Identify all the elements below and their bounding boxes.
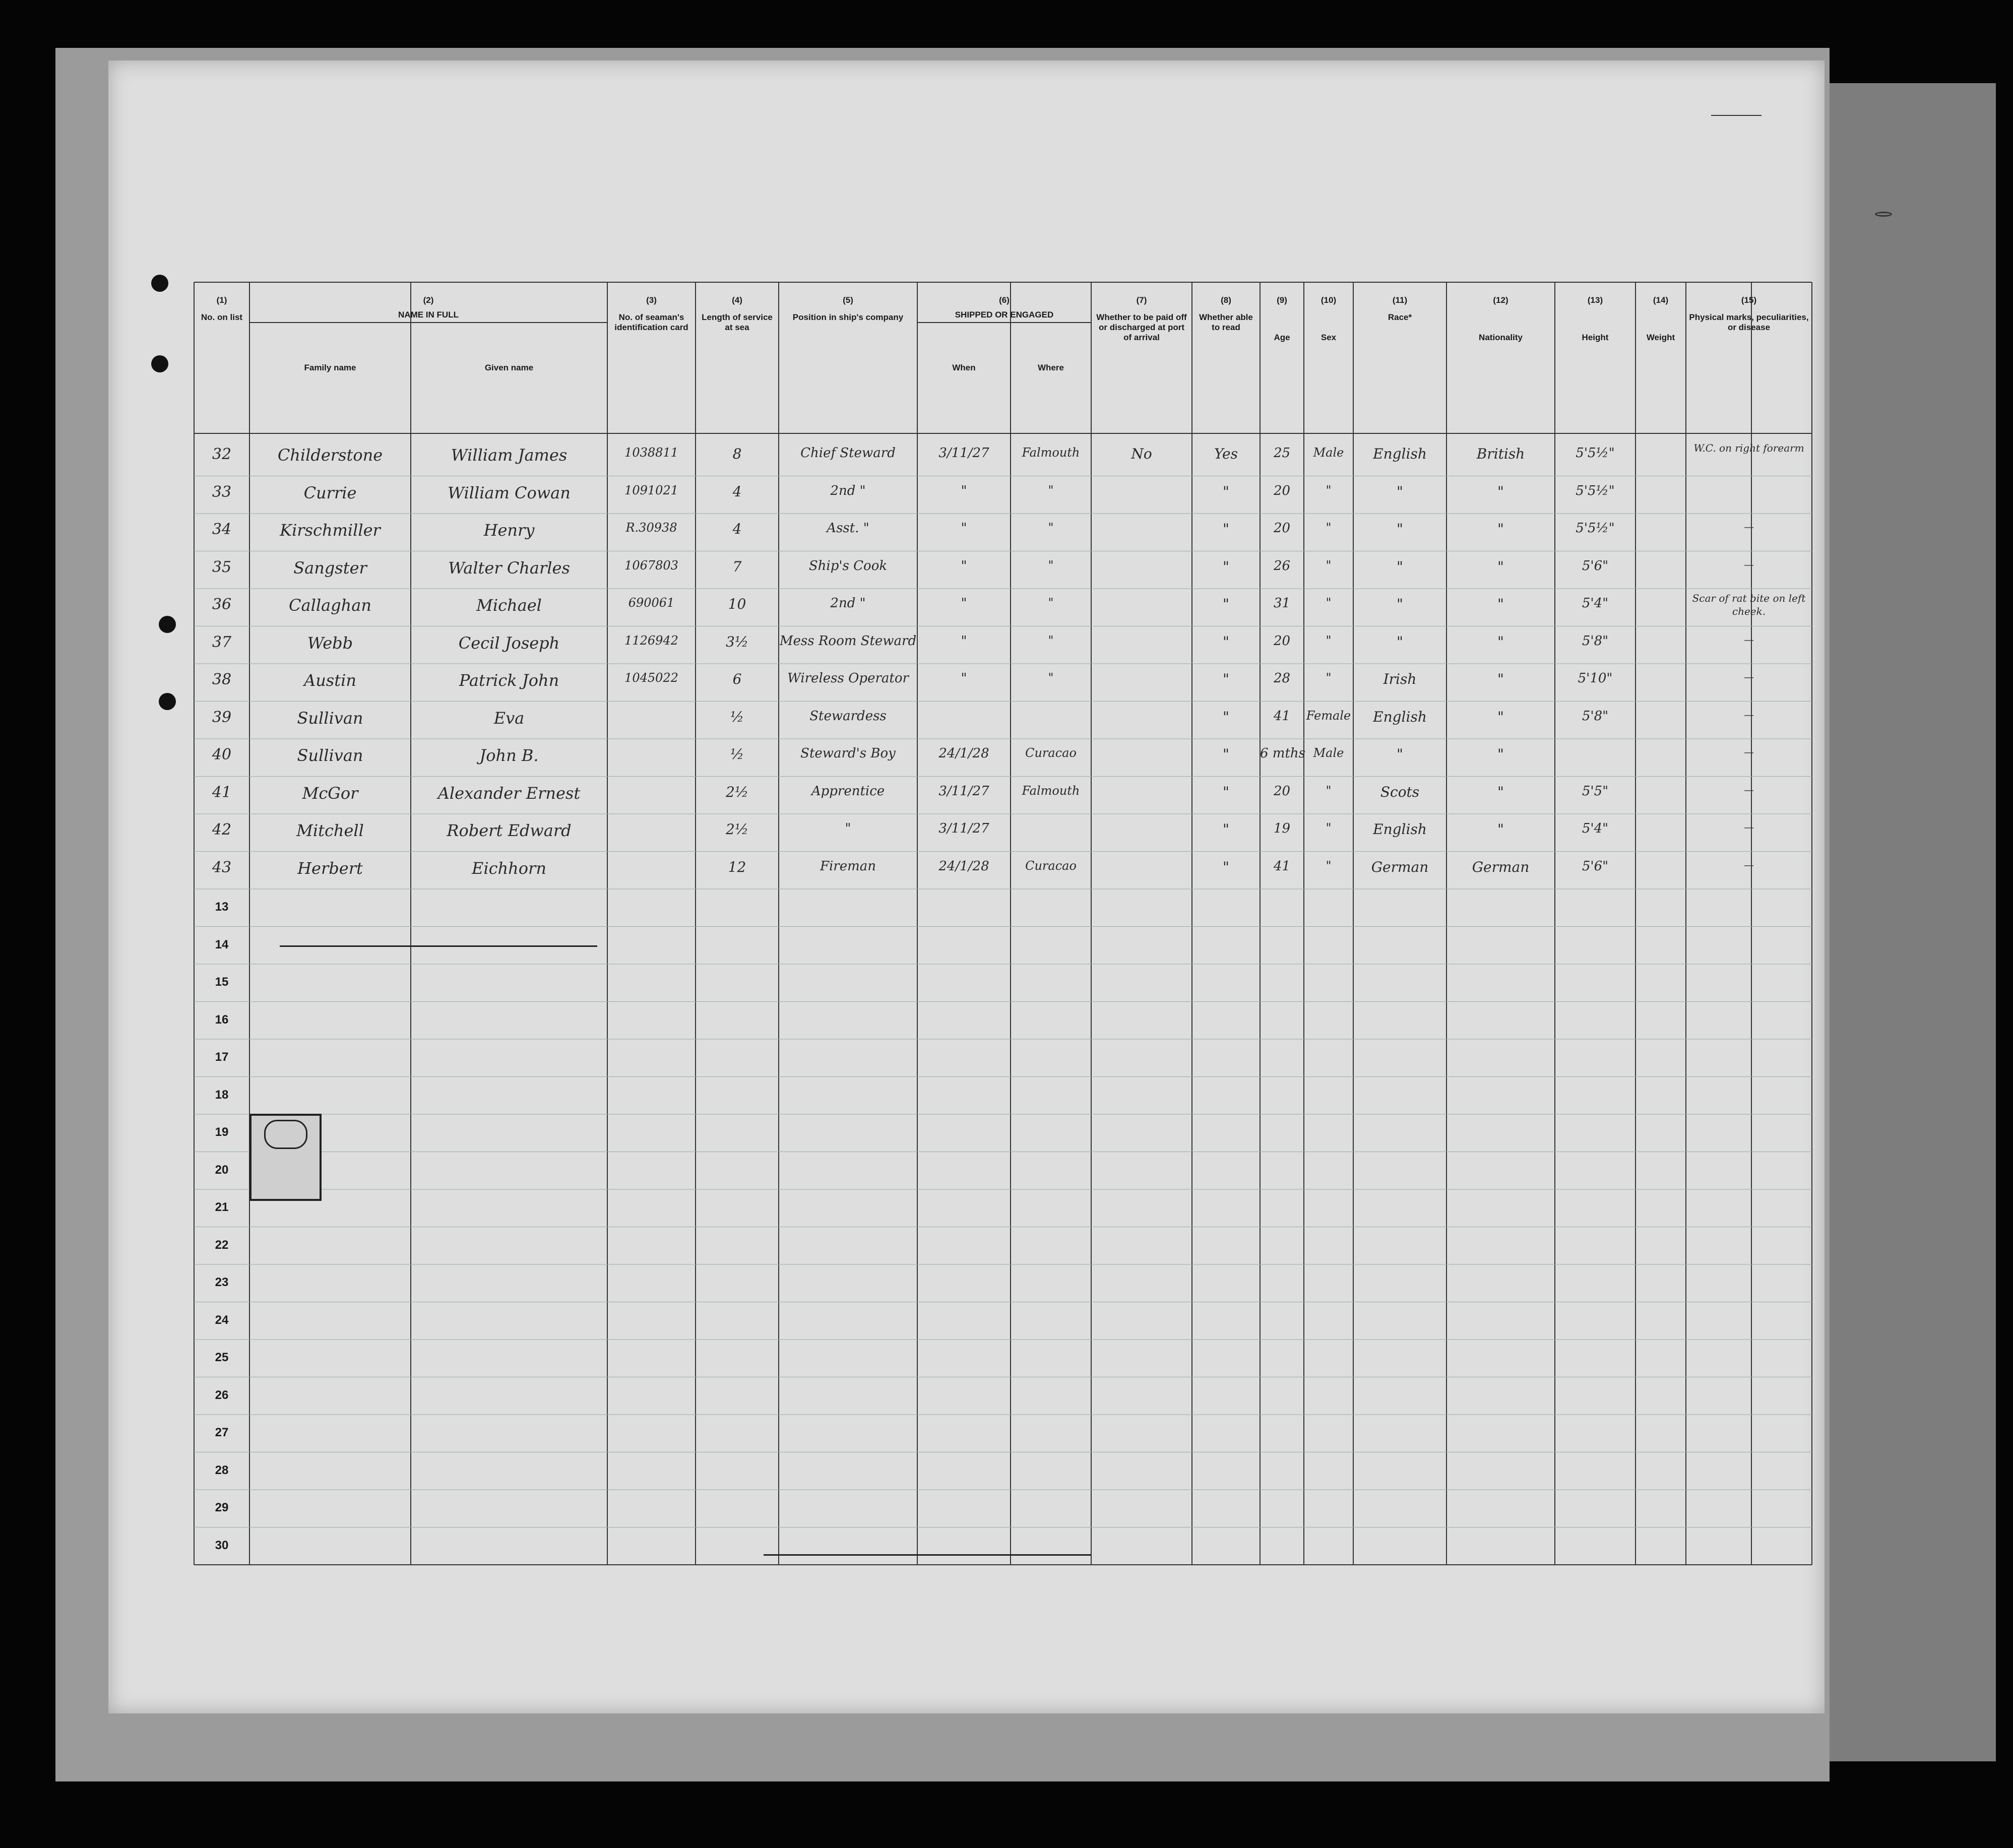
- cell-sex: ": [1326, 483, 1332, 497]
- row-number: 30: [215, 1538, 229, 1552]
- cell-service: ½: [730, 746, 744, 762]
- cell-service: 4: [732, 521, 742, 537]
- row-number: 42: [212, 821, 232, 839]
- cell-height: 5'6": [1582, 558, 1609, 573]
- column-header-given-name: Given name: [484, 363, 534, 372]
- cell-race: German: [1371, 858, 1429, 875]
- cell-height: 5'5½": [1576, 445, 1615, 461]
- cell-nationality: ": [1497, 746, 1504, 762]
- cell-read: ": [1223, 596, 1229, 612]
- cell-marks: —: [1744, 821, 1754, 833]
- cell-read: ": [1223, 558, 1229, 575]
- cell-position: Asst. ": [827, 521, 869, 536]
- cell-when: ": [961, 521, 967, 536]
- cell-race: English: [1373, 821, 1427, 838]
- cell-service: 4: [732, 483, 742, 500]
- cell-given: Alexander Ernest: [437, 783, 581, 803]
- underlying-sheet-edge: [1830, 83, 1996, 1761]
- cell-marks: —: [1744, 671, 1754, 683]
- column-number-c6: (6): [999, 295, 1010, 305]
- cell-given: Henry: [483, 521, 535, 540]
- cell-read: ": [1223, 783, 1229, 800]
- cell-service: 2½: [726, 821, 748, 838]
- cell-read: ": [1223, 483, 1229, 500]
- circled-mark: [1875, 212, 1892, 217]
- cell-race: English: [1373, 445, 1427, 462]
- cell-race: ": [1397, 633, 1403, 650]
- cell-family: Mitchell: [296, 821, 364, 840]
- cell-card: 1067803: [624, 558, 678, 572]
- binding-hole: [151, 275, 168, 292]
- column-header-c9: Age: [1274, 333, 1290, 342]
- cell-sex: Male: [1313, 445, 1344, 460]
- cell-family: McGor: [302, 783, 358, 803]
- column-header-c6: SHIPPED OR ENGAGED: [955, 310, 1054, 320]
- row-number: 36: [212, 596, 232, 613]
- cell-height: 5'10": [1578, 671, 1613, 686]
- cell-nationality: German: [1472, 858, 1530, 875]
- column-number-c7: (7): [1136, 295, 1147, 305]
- column-header-c13: Height: [1582, 333, 1609, 342]
- column-header-c1: No. on list: [201, 312, 243, 322]
- cell-sex: ": [1326, 521, 1332, 535]
- column-header-where: Where: [1038, 363, 1064, 372]
- row-number: 43: [212, 858, 232, 876]
- column-header-c3: No. of seaman's identification card: [614, 312, 688, 332]
- cell-given: Eva: [493, 708, 525, 728]
- cell-sex: Female: [1306, 708, 1351, 723]
- column-header-family-name: Family name: [304, 363, 356, 372]
- row-number: 17: [215, 1050, 229, 1064]
- cell-height: 5'5½": [1576, 521, 1615, 536]
- row-number: 39: [212, 708, 232, 726]
- cell-given: Walter Charles: [448, 558, 570, 578]
- cell-service: 7: [732, 558, 742, 575]
- cell-nationality: ": [1497, 558, 1504, 575]
- fee-stamp: [249, 1114, 322, 1201]
- binding-hole: [159, 616, 176, 633]
- row-number: 35: [212, 558, 232, 576]
- cell-service: 12: [728, 858, 746, 875]
- cell-height: 5'4": [1582, 596, 1609, 611]
- cell-marks: —: [1744, 708, 1754, 721]
- cell-given: Cecil Joseph: [458, 633, 560, 653]
- cell-height: 5'6": [1582, 858, 1609, 874]
- row-number: 14: [215, 937, 229, 951]
- cell-family: Currie: [303, 483, 357, 502]
- cell-position: Fireman: [820, 858, 876, 874]
- column-header-c12: Nationality: [1479, 333, 1523, 342]
- column-header-c10: Sex: [1320, 333, 1337, 342]
- cell-marks: —: [1744, 858, 1754, 871]
- cell-race: ": [1397, 521, 1403, 537]
- cell-height: 5'4": [1582, 821, 1609, 836]
- row-number: 22: [215, 1238, 229, 1252]
- cell-marks: —: [1744, 746, 1754, 758]
- cell-card: 1038811: [624, 445, 678, 460]
- row-number: 20: [215, 1163, 229, 1177]
- cell-sex: ": [1326, 671, 1332, 685]
- cell-age: 28: [1273, 671, 1291, 686]
- cell-sex: ": [1326, 858, 1332, 873]
- cell-family: Herbert: [297, 858, 363, 878]
- column-number-c15: (15): [1741, 295, 1757, 305]
- cell-given: Patrick John: [459, 671, 559, 690]
- cell-read: ": [1223, 708, 1229, 725]
- column-header-c2: NAME IN FULL: [398, 310, 459, 320]
- cell-given: John B.: [479, 746, 539, 765]
- column-number-c14: (14): [1653, 295, 1669, 305]
- cell-race: Scots: [1380, 783, 1420, 800]
- row-number: 28: [215, 1463, 229, 1477]
- cell-age: 20: [1273, 521, 1291, 536]
- cell-service: 8: [732, 445, 742, 462]
- row-number: 33: [212, 483, 232, 501]
- cell-height: 5'8": [1582, 633, 1609, 649]
- cell-sex: ": [1326, 596, 1332, 610]
- cell-card: R.30938: [625, 521, 677, 535]
- cell-card: 1091021: [624, 483, 678, 497]
- cell-sex: ": [1326, 783, 1332, 798]
- row-number: 40: [212, 746, 232, 763]
- cell-nationality: ": [1497, 821, 1504, 838]
- cell-card: 690061: [628, 596, 675, 610]
- column-header-c8: Whether able to read: [1199, 312, 1253, 332]
- cell-age: 26: [1273, 558, 1291, 573]
- cell-age: 20: [1273, 483, 1291, 498]
- cell-height: 5'5½": [1576, 483, 1615, 498]
- cell-marks: —: [1744, 783, 1754, 796]
- cell-card: 1045022: [624, 671, 678, 685]
- binding-hole: [151, 355, 168, 372]
- cell-race: ": [1397, 483, 1403, 500]
- cell-family: Sullivan: [297, 746, 363, 765]
- cell-nationality: ": [1497, 671, 1504, 687]
- cell-where: ": [1048, 671, 1054, 685]
- row-number: 15: [215, 975, 229, 989]
- cell-family: Kirschmiller: [280, 521, 381, 540]
- cell-position: Steward's Boy: [800, 746, 896, 761]
- cell-service: 6: [732, 671, 742, 687]
- cell-read: ": [1223, 746, 1229, 762]
- cell-where: ": [1048, 483, 1054, 497]
- inspector-rule: [764, 1554, 1091, 1556]
- row-number: 34: [212, 521, 232, 538]
- cell-where: Falmouth: [1022, 783, 1080, 798]
- cell-position: Mess Room Steward: [779, 633, 917, 649]
- column-header-c14: Weight: [1646, 333, 1675, 342]
- row-number: 23: [215, 1276, 229, 1289]
- cell-age: 41: [1273, 858, 1291, 874]
- row-number: 21: [215, 1200, 229, 1214]
- cell-where: Falmouth: [1022, 445, 1080, 460]
- cell-family: Sangster: [293, 558, 367, 578]
- column-header-c7: Whether to be paid off or discharged at port of arrival: [1096, 312, 1187, 342]
- column-header-c15: Physical marks, peculiarities, or disease: [1689, 312, 1809, 332]
- column-number-c4: (4): [732, 295, 742, 305]
- cell-race: English: [1373, 708, 1427, 725]
- cell-service: ½: [730, 708, 744, 725]
- cell-nationality: ": [1497, 483, 1504, 500]
- cell-sex: ": [1326, 633, 1332, 648]
- cell-marks: —: [1744, 633, 1754, 646]
- cell-when: 24/1/28: [938, 858, 989, 874]
- cell-read: ": [1223, 858, 1229, 875]
- cell-read: ": [1223, 521, 1229, 537]
- location-rule: [280, 945, 597, 947]
- cell-when: ": [961, 483, 967, 498]
- cell-nationality: British: [1476, 445, 1525, 462]
- column-number-c1: (1): [216, 295, 227, 305]
- cell-marks: —: [1744, 558, 1754, 570]
- cell-age: 25: [1273, 445, 1291, 461]
- cell-family: Sullivan: [297, 708, 363, 728]
- row-number: 24: [215, 1313, 229, 1327]
- cell-given: Michael: [476, 596, 542, 615]
- row-number: 37: [212, 633, 232, 651]
- cell-where: ": [1048, 521, 1054, 535]
- manifest-grid: [108, 60, 1825, 1713]
- cell-card: 1126942: [624, 633, 678, 648]
- cell-given: William James: [451, 445, 568, 465]
- cell-age: 31: [1273, 596, 1291, 611]
- column-number-c5: (5): [843, 295, 853, 305]
- cell-read: ": [1223, 821, 1229, 838]
- cell-height: 5'8": [1582, 708, 1609, 724]
- cell-position: Ship's Cook: [808, 558, 888, 573]
- column-number-c3: (3): [646, 295, 657, 305]
- cell-position: Chief Steward: [800, 445, 896, 461]
- cell-where: ": [1048, 596, 1054, 610]
- binding-hole: [159, 693, 176, 710]
- cell-family: Callaghan: [289, 596, 371, 615]
- cell-race: ": [1397, 558, 1403, 575]
- cell-age: 20: [1273, 783, 1291, 799]
- column-number-c10: (10): [1320, 295, 1337, 305]
- cell-marks: Scar of rat bite on left cheek.: [1692, 592, 1806, 617]
- row-number: 18: [215, 1088, 229, 1102]
- cell-paid: No: [1131, 445, 1152, 462]
- row-number: 41: [212, 783, 232, 801]
- cell-nationality: ": [1497, 521, 1504, 537]
- cell-marks: —: [1744, 521, 1754, 533]
- cell-when: ": [961, 558, 967, 573]
- manifest-page: [108, 60, 1825, 1713]
- cell-given: Eichhorn: [472, 858, 546, 878]
- cell-nationality: ": [1497, 783, 1504, 800]
- cell-given: Robert Edward: [447, 821, 572, 840]
- cell-service: 10: [728, 596, 746, 612]
- row-number: 16: [215, 1012, 229, 1027]
- cell-age: 20: [1273, 633, 1291, 649]
- cell-position: 2nd ": [830, 483, 866, 498]
- column-number-c11: (11): [1392, 295, 1408, 305]
- cell-sex: ": [1326, 821, 1332, 835]
- row-number: 26: [215, 1388, 229, 1402]
- cell-family: Austin: [304, 671, 356, 690]
- column-header-when: When: [952, 363, 976, 372]
- cell-when: 3/11/27: [938, 783, 989, 799]
- column-number-c12: (12): [1493, 295, 1508, 305]
- cell-service: 3½: [726, 633, 748, 650]
- cell-nationality: ": [1497, 708, 1504, 725]
- fee-stamp-value: [264, 1120, 307, 1149]
- cell-position: ": [845, 821, 851, 836]
- cell-age: 41: [1273, 708, 1291, 724]
- cell-age: 19: [1273, 821, 1291, 836]
- cell-marks: W.C. on right forearm: [1693, 442, 1804, 454]
- cell-when: 3/11/27: [938, 821, 989, 836]
- column-number-c8: (8): [1221, 295, 1231, 305]
- cell-height: 5'5": [1582, 783, 1609, 799]
- column-header-c5: Position in ship's company: [792, 312, 904, 322]
- column-number-c2: (2): [423, 295, 434, 305]
- cell-position: Stewardess: [809, 708, 887, 724]
- cell-when: ": [961, 596, 967, 611]
- row-number: 38: [212, 671, 232, 688]
- row-number: 19: [215, 1125, 229, 1139]
- cell-sex: Male: [1313, 746, 1344, 760]
- column-number-c9: (9): [1277, 295, 1287, 305]
- cell-family: Webb: [307, 633, 353, 653]
- column-header-c4: Length of service at sea: [702, 312, 773, 332]
- cell-service: 2½: [726, 783, 748, 800]
- cell-nationality: ": [1497, 633, 1504, 650]
- cell-race: Irish: [1383, 671, 1417, 687]
- row-number: 13: [215, 900, 229, 914]
- cell-read: Yes: [1214, 445, 1238, 462]
- cell-when: ": [961, 671, 967, 686]
- cell-sex: ": [1326, 558, 1332, 572]
- column-header-c11: Race*: [1388, 312, 1412, 322]
- cell-position: Wireless Operator: [787, 671, 909, 686]
- cell-family: Childerstone: [277, 445, 383, 465]
- cell-where: Curacao: [1025, 858, 1077, 873]
- row-number: 32: [212, 445, 232, 463]
- cell-age: 6 mths: [1260, 746, 1305, 761]
- row-number: 29: [215, 1501, 229, 1514]
- cell-nationality: ": [1497, 596, 1504, 612]
- cell-read: ": [1223, 633, 1229, 650]
- cell-position: Apprentice: [811, 783, 885, 799]
- cell-position: 2nd ": [830, 596, 866, 611]
- cell-race: ": [1397, 596, 1403, 612]
- row-number: 27: [215, 1426, 229, 1439]
- cell-where: Curacao: [1025, 746, 1077, 760]
- cell-read: ": [1223, 671, 1229, 687]
- cell-where: ": [1048, 633, 1054, 648]
- cell-when: 24/1/28: [938, 746, 989, 761]
- cell-given: William Cowan: [448, 483, 571, 502]
- cell-race: ": [1397, 746, 1403, 762]
- row-number: 25: [215, 1351, 229, 1364]
- column-number-c13: (13): [1587, 295, 1603, 305]
- cell-where: ": [1048, 558, 1054, 572]
- cell-when: 3/11/27: [938, 445, 989, 461]
- cell-when: ": [961, 633, 967, 649]
